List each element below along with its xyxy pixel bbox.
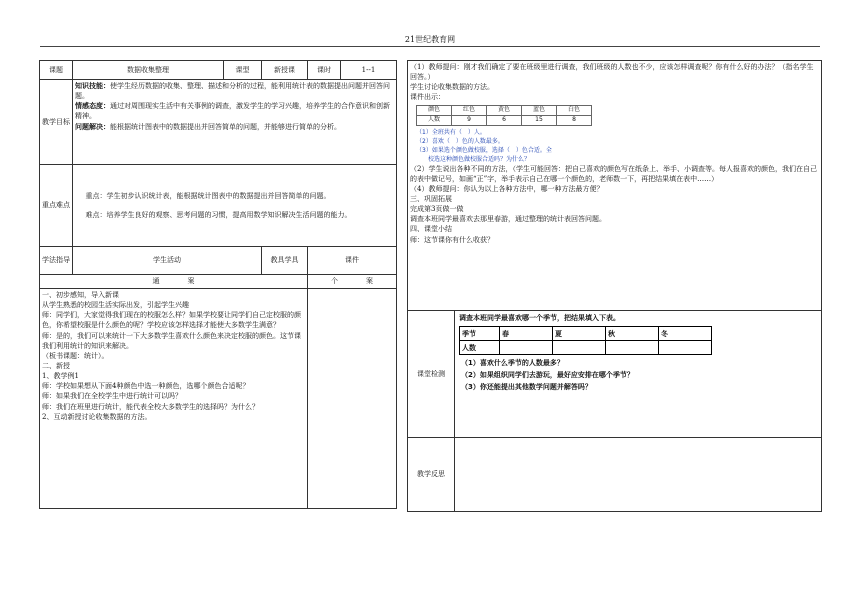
tools-label: 教具学具: [262, 247, 308, 275]
left-line: 从学生熟悉的校园生活实际出发，引起学生兴趣: [42, 301, 189, 310]
courseware-question: （1）全班共有（ ）人。: [416, 128, 486, 136]
individual-plan-heading: 个 案: [308, 275, 397, 289]
table-cell: 6: [487, 115, 522, 125]
individual-plan-body: [308, 289, 397, 509]
check-prompt: 调查本班同学最喜欢哪一个季节，把结果填入下表。: [459, 314, 620, 322]
key-difficulty: 难点：培养学生良好的观察、思考问题的习惯，提高用数学知识解决生活问题的能力。: [85, 210, 352, 219]
key-content: [73, 165, 397, 247]
table-cell: 黄色: [487, 105, 522, 115]
left-line: 师：是的，我们可以来统计一下大多数学生喜欢什么颜色来决定校服的颜色。这节课我们利用统计的知识来解决。: [42, 331, 301, 350]
check-question: （1）喜欢什么季节的人数最多？: [461, 359, 564, 368]
common-plan-body: [40, 289, 308, 509]
courseware-question: （3）如果选个颜色做校服，选择（ ）色合适。全: [416, 146, 552, 154]
right-line: 四、课堂小结: [410, 225, 452, 234]
table-cell: 白色: [557, 105, 592, 115]
key-label: 重点难点: [40, 165, 73, 247]
table-cell: 颜色: [417, 105, 452, 115]
season-count-cell[interactable]: [606, 341, 659, 355]
right-line: 师：这节课你有什么收获？: [410, 235, 494, 244]
table-cell: 9: [452, 115, 487, 125]
common-plan-heading: 通 案: [40, 275, 308, 289]
right-line: 完成第3页做一做: [410, 205, 464, 214]
goals-content: [73, 80, 397, 165]
courseware-questions: [416, 128, 819, 164]
left-line: 师：我们在班里进行统计，能代表全校大多数学生的选择吗？为什么？: [42, 402, 259, 411]
season-header-cell: 季节: [460, 327, 500, 341]
left-line: 一、初步感知，导入新课: [42, 291, 119, 299]
left-line: 师：同学们，大家觉得我们现在的校服怎么样？如果学校要让同学们自己定校服的颜色，你希望校服是什么颜色的呢？学校应该怎样选择才能使大多数学生满意？: [42, 311, 301, 330]
method-label: 学法指导: [40, 247, 73, 275]
goal-problem: 问题解决：能根据统计图表中的数据提出并回答简单的问题，并能够进行简单的分析。: [75, 121, 341, 131]
right-line: （2）学生说出各种不同的方法，（学生可能回答：把自己喜欢的颜色写在纸条上、举手、小调查等。每人报喜欢的颜色，我们在自己的表中做记号，如画“正”字，举手表示自己在哪一个颜色的，老师数一下，再把结果填在表中……）: [410, 164, 817, 183]
courseware-label: 课件: [308, 247, 397, 275]
left-line: （板书课题：统计）。: [42, 351, 109, 360]
goals-label: 教学目标: [40, 80, 73, 165]
season-count-cell[interactable]: [500, 341, 553, 355]
period-label: 课时: [308, 61, 341, 80]
topic-value: 数据收集整理: [73, 61, 224, 80]
left-line: 1、教学例1: [42, 372, 79, 381]
left-line: 二、新授: [42, 361, 70, 370]
season-count-cell[interactable]: [553, 341, 606, 355]
check-content: [455, 311, 822, 438]
right-line: 调查本班同学最喜欢去那里春游，通过整理的统计表回答问题。: [410, 215, 606, 224]
left-line: 师：如果我们在全校学生中进行统计可以吗？: [42, 392, 182, 401]
table-cell: 8: [557, 115, 592, 125]
season-count-label: 人数: [460, 341, 500, 355]
header-rule: [40, 46, 820, 47]
right-line: 三、巩固拓展: [410, 194, 452, 203]
courseware-slide: [416, 105, 819, 164]
check-question: （3）你还能提出其他数学问题并解答吗？: [461, 382, 592, 391]
season-header-cell: 冬: [659, 327, 712, 341]
site-header: 21世纪教育网: [404, 35, 456, 44]
lesson-plan-right: [407, 60, 822, 512]
color-count-table: [416, 105, 592, 126]
period-value: 1--1: [341, 61, 397, 80]
season-table: [459, 326, 712, 355]
season-header-cell: 夏: [553, 327, 606, 341]
left-line: 师：学校如果想从下面4种颜色中选一种颜色，选哪个颜色合适呢？: [42, 382, 250, 391]
season-count-cell[interactable]: [659, 341, 712, 355]
check-label: 课堂检测: [408, 311, 455, 438]
right-line: 学生讨论收集数据的方法。: [410, 83, 494, 92]
season-header-cell: 春: [500, 327, 553, 341]
table-cell: 15: [522, 115, 557, 125]
table-cell: 蓝色: [522, 105, 557, 115]
student-activity: 学生活动: [73, 247, 262, 275]
reflection-body[interactable]: [455, 438, 822, 512]
key-focus: 重点：学生初步认识统计表，能根据统计图表中的数据提出并回答简单的问题。: [85, 192, 331, 201]
right-line: （4）教师提问：你认为以上各种方法中，哪一种方法最方便？: [410, 184, 604, 193]
right-line: 课件出示：: [410, 93, 445, 102]
type-value: 新授课: [262, 61, 308, 80]
courseware-question: （2）喜欢（ ）色的人数最多。: [416, 137, 504, 145]
season-header-cell: 秋: [606, 327, 659, 341]
check-questions: [461, 358, 819, 394]
lesson-plan-left: [39, 60, 397, 509]
table-cell: 人数: [417, 115, 452, 125]
process-continued: [408, 61, 822, 311]
type-label: 课型: [224, 61, 262, 80]
goal-attitude: 情感态度：通过对周围现实生活中有关事例的调查，激发学生的学习兴趣，培养学生的合作意识和创新精神。: [75, 101, 390, 121]
reflection-label: 教学反思: [408, 438, 455, 512]
left-line: 2、互动新授讨论收集数据的方法。: [42, 412, 152, 421]
topic-label: 课题: [40, 61, 73, 80]
table-cell: 红色: [452, 105, 487, 115]
courseware-question: 校选这种颜色做校服合适吗？为什么？: [416, 155, 531, 163]
goal-knowledge: 知识技能：使学生经历数据的收集、整理、描述和分析的过程，能利用统计表的数据提出问题并回答问题。: [75, 81, 390, 101]
right-line: （1）教师提问：刚才我们确定了要在班级里进行调查，我们班级的人数也不少，应该怎样调查呢？你有什么好的办法？（指名学生回答。）: [410, 63, 814, 82]
check-question: （2）如果组织同学们去游玩，最好应安排在哪个季节？: [461, 371, 634, 380]
